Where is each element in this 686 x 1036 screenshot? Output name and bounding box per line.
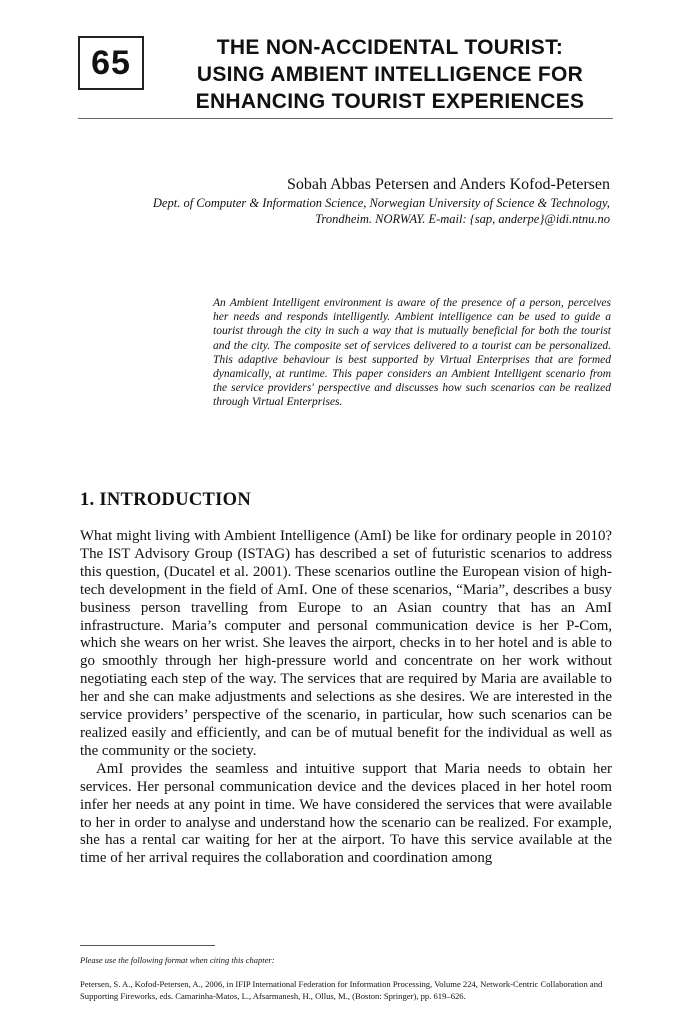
title-divider xyxy=(78,118,613,119)
title-line-3: ENHANCING TOURIST EXPERIENCES xyxy=(195,90,585,113)
affiliation-line-1: Dept. of Computer & Information Science, Norwegian University of Science & Technology, xyxy=(152,196,610,210)
paragraph-1: What might living with Ambient Intelligence (AmI) be like for ordinary people in 2010? The IST Advisory Group (ISTAG) has described a set of futuristic scenarios to address this question, (Ducatel et al. 2001). These scenarios outline the European vision of high-tech development in the field of AmI. One of these scenarios, “Maria”, describes a busy business person travelling from Europe to an Asian country that has an AmI infrastructure. Maria’s computer and personal communication device is her P-Com, which she wears on her wrist. She leaves the airport, checks in to her hotel and is able to go smoothly through her high-pressure world and concentrate on her work without negotiating each step of the way. The services that are required by Maria are available to her and she can make adjustments and selections as she desires. We are interested in the service providers’ perspective of the scenario, in particular, how such scenarios can be realized easily and efficiently, and can be of mutual benefit for the individual as well as the community or the society. xyxy=(80,528,612,759)
body-text xyxy=(80,528,612,868)
abstract: An Ambient Intelligent environment is aware of the presence of a person, perceives her needs and responds intelligently. Ambient intelligence can be used to guide a tourist through the city in such a way that is mutually beneficial for both the tourist and the city. The composite set of services delivered to a tourist can be personalized. This adaptive behaviour is best supported by Virtual Enterprises that are formed dynamically, at runtime. This paper considers an Ambient Intelligent scenario from the service providers' perspective and discusses how such scenarios can be realized through Virtual Enterprises. xyxy=(213,297,611,409)
paper-title xyxy=(160,34,620,115)
footnote-divider xyxy=(80,945,215,946)
section-heading: 1. INTRODUCTION xyxy=(80,490,252,510)
title-line-2: USING AMBIENT INTELLIGENCE FOR xyxy=(196,63,584,86)
paragraph-2: AmI provides the seamless and intuitive support that Maria needs to obtain her services. Her personal communication device and the devices placed in her hotel room infer her needs at any point in time. We have considered the services that were available to her in order to analyse and understand how the scenario can be realized. For example, she has a rental car waiting for her at the airport. To have this service available at the time of her arrival requires the collaboration and coordination among xyxy=(80,760,612,867)
affiliation-line-2: Trondheim. NORWAY. E-mail: {sap, anderpe}@idi.ntnu.no xyxy=(315,212,610,226)
chapter-number: 65 xyxy=(91,43,131,82)
affiliation xyxy=(80,195,610,227)
title-line-1: THE NON-ACCIDENTAL TOURIST: xyxy=(216,36,564,59)
citation-note: Please use the following format when citing this chapter: xyxy=(80,955,275,965)
chapter-number-box xyxy=(78,36,144,90)
authors: Sobah Abbas Petersen and Anders Kofod-Petersen xyxy=(286,176,610,193)
citation-text: Petersen, S. A., Kofod-Petersen, A., 2006, in IFIP International Federation for Information Processing, Volume 224, Network-Centric Collaboration and Supporting Fireworks, eds. Camarinha-Matos, L., Afsarmanesh, H., Ollus, M., (Boston: Springer), pp. 619–626. xyxy=(80,979,603,1001)
